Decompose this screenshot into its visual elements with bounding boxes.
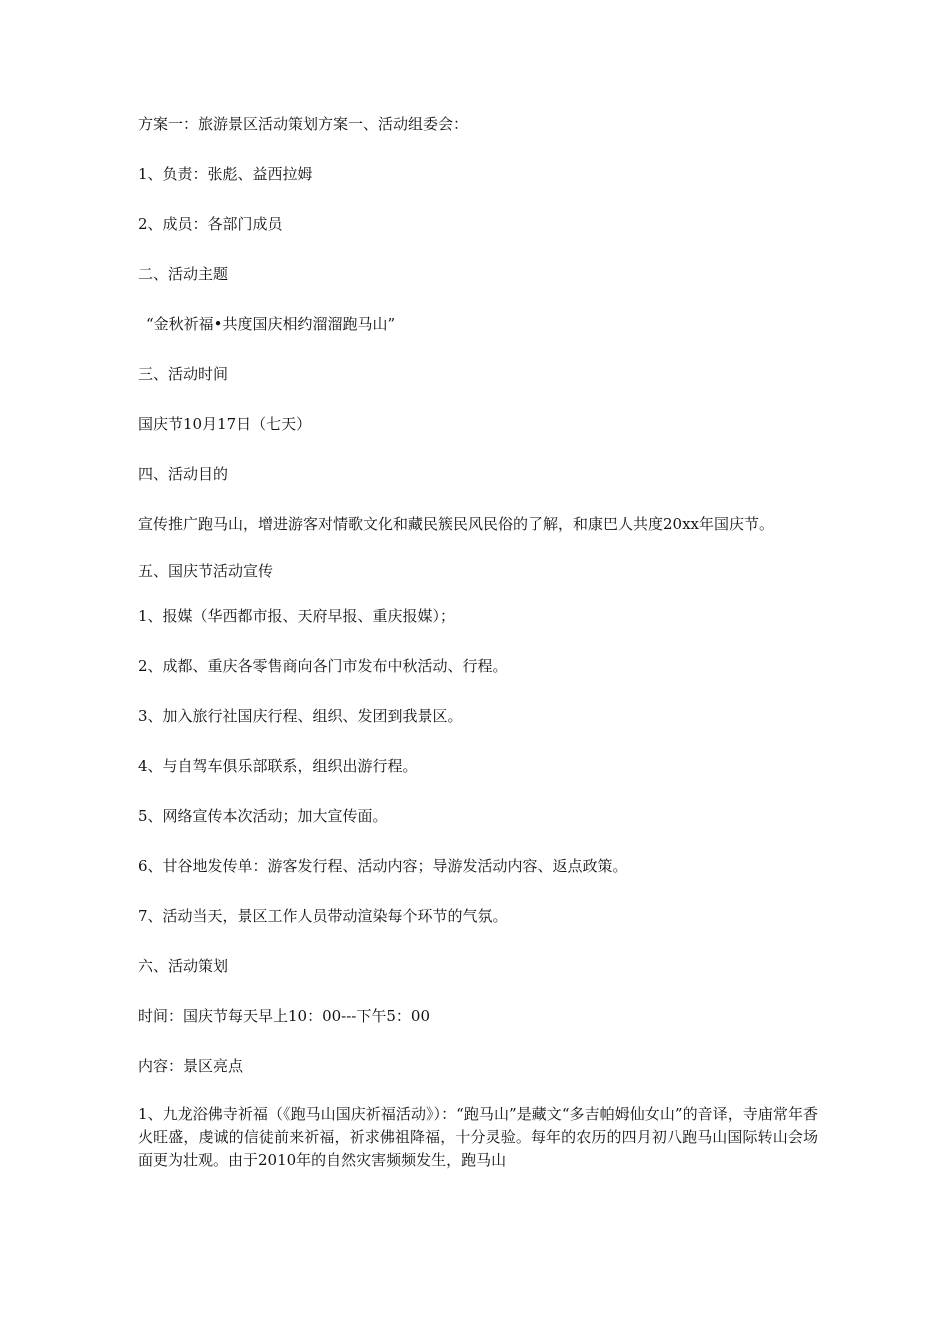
doc-paragraph-content: 内容：景区亮点	[138, 1057, 244, 1075]
doc-paragraph-promo-2: 2、成都、重庆各零售商向各门市发布中秋活动、行程。	[138, 657, 508, 675]
doc-section-promotion: 五、国庆节活动宣传	[138, 562, 274, 580]
doc-paragraph-promo-3: 3、加入旅行社国庆行程、组织、发团到我景区。	[138, 707, 463, 725]
doc-section-time: 三、活动时间	[138, 365, 229, 383]
document-body	[138, 114, 818, 1172]
doc-paragraph-promo-5: 5、网络宣传本次活动；加大宣传面。	[138, 807, 388, 825]
doc-paragraph-purpose: 宣传推广跑马山，增进游客对情歌文化和藏民簇民风民俗的了解，和康巴人共度20xx年国庆节。	[138, 515, 775, 533]
doc-paragraph-promo-7: 7、活动当天，景区工作人员带动渲染每个环节的气氛。	[138, 907, 508, 925]
doc-paragraph-promo-4: 4、与自驾车俱乐部联系，组织出游行程。	[138, 757, 418, 775]
doc-section-theme: 二、活动主题	[138, 265, 229, 283]
doc-paragraph-schedule: 时间：国庆节每天早上10：00---下午5：00	[138, 1007, 431, 1025]
doc-paragraph-lead: 1、负责：张彪、益西拉姆	[138, 165, 313, 183]
doc-paragraph-highlight-1: 1、九龙浴佛寺祈福（《跑马山国庆祈福活动》）：“跑马山”是藏文“多吉帕姆仙女山”的音译，寺庙常年香火旺盛，虔诚的信徒前来祈福，祈求佛祖降福，十分灵验。每年的农历的四月初八跑马山国际转山会场面更为壮观。由于2010年的自然灾害频频发生，跑马山	[138, 1105, 818, 1169]
doc-paragraph-time: 国庆节10月17日（七天）	[138, 415, 312, 433]
doc-heading-plan: 方案一：旅游景区活动策划方案一、活动组委会：	[138, 115, 469, 133]
doc-section-purpose: 四、活动目的	[138, 465, 229, 483]
doc-paragraph-promo-6: 6、甘谷地发传单：游客发行程、活动内容；导游发活动内容、返点政策。	[138, 857, 628, 875]
doc-paragraph-members: 2、成员：各部门成员	[138, 215, 283, 233]
doc-section-planning: 六、活动策划	[138, 957, 229, 975]
doc-paragraph-theme: “金秋祈福•共度国庆相约溜溜跑马山”	[146, 315, 396, 333]
doc-paragraph-promo-1: 1、报媒（华西都市报、天府早报、重庆报媒）；	[138, 607, 456, 625]
